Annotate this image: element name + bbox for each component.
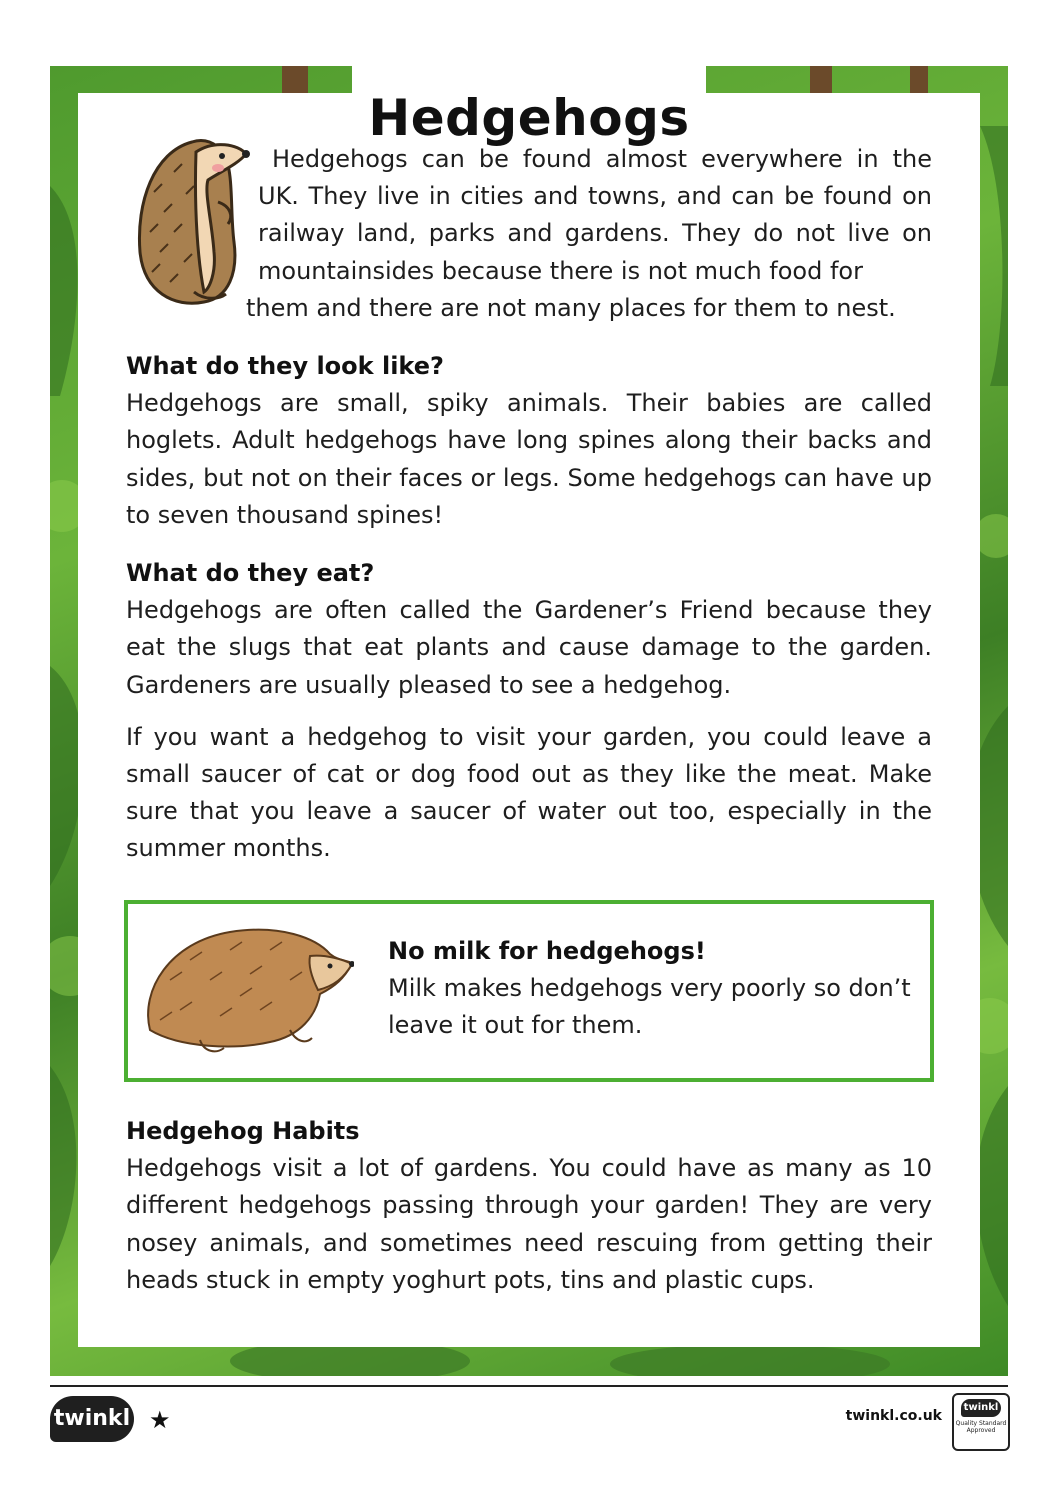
intro-paragraph: Hedgehogs can be found almost everywhere in the UK. They live in cities and towns, and can be found on railway land, parks and gardens. They do not live on mountainsides because there is not much food for <box>258 145 932 285</box>
section-diet <box>126 555 932 868</box>
section-habits <box>126 1113 932 1299</box>
section-paragraph: If you want a hedgehog to visit your garden, you could leave a small saucer of cat or dog food out as they like the meat. Make sure that you leave a saucer of water out too, especially in the summer months. <box>126 722 932 863</box>
callout-text: Milk makes hedgehogs very poorly so don’t leave it out for them. <box>388 974 911 1040</box>
standing-hedgehog-illustration <box>134 132 250 310</box>
section-paragraph: Hedgehogs are small, spiky animals. Their babies are called hoglets. Adult hedgehogs have long spines along their backs and sides, but not on their faces or legs. Some hedgehogs can have up to seven thousand spines! <box>126 389 932 529</box>
section-heading: Hedgehog Habits <box>126 1117 360 1145</box>
section-paragraph: Hedgehogs visit a lot of gardens. You could have as many as 10 different hedgehogs passing through your garden! They are very nosey animals, and sometimes need rescuing from getting their heads stuck in empty yoghurt pots, tins and plastic cups. <box>126 1154 932 1294</box>
intro-paragraph-last-line: them and there are not many places for them to nest. <box>246 294 896 322</box>
section-heading: What do they eat? <box>126 559 375 587</box>
section-heading: What do they look like? <box>126 352 444 380</box>
page-title: Hedgehogs <box>368 88 690 147</box>
star-icon: ★ <box>149 1406 171 1434</box>
walking-hedgehog-illustration <box>140 920 354 1060</box>
section-appearance <box>126 348 932 534</box>
badge-logo: twinkl <box>961 1399 1001 1417</box>
callout-heading: No milk for hedgehogs! <box>388 937 706 965</box>
twinkl-logo[interactable]: twinkl <box>50 1396 134 1442</box>
footer-divider <box>50 1385 1008 1387</box>
badge-text: Quality Standard Approved <box>955 1420 1007 1434</box>
website-link[interactable]: twinkl.co.uk <box>845 1408 942 1424</box>
quality-badge <box>952 1393 1010 1451</box>
callout-content <box>388 933 918 1045</box>
section-paragraph: Hedgehogs are often called the Gardener’s Friend because they eat the slugs that eat plants and cause damage to the garden. Gardeners are usually pleased to see a hedgehog. <box>126 596 932 699</box>
